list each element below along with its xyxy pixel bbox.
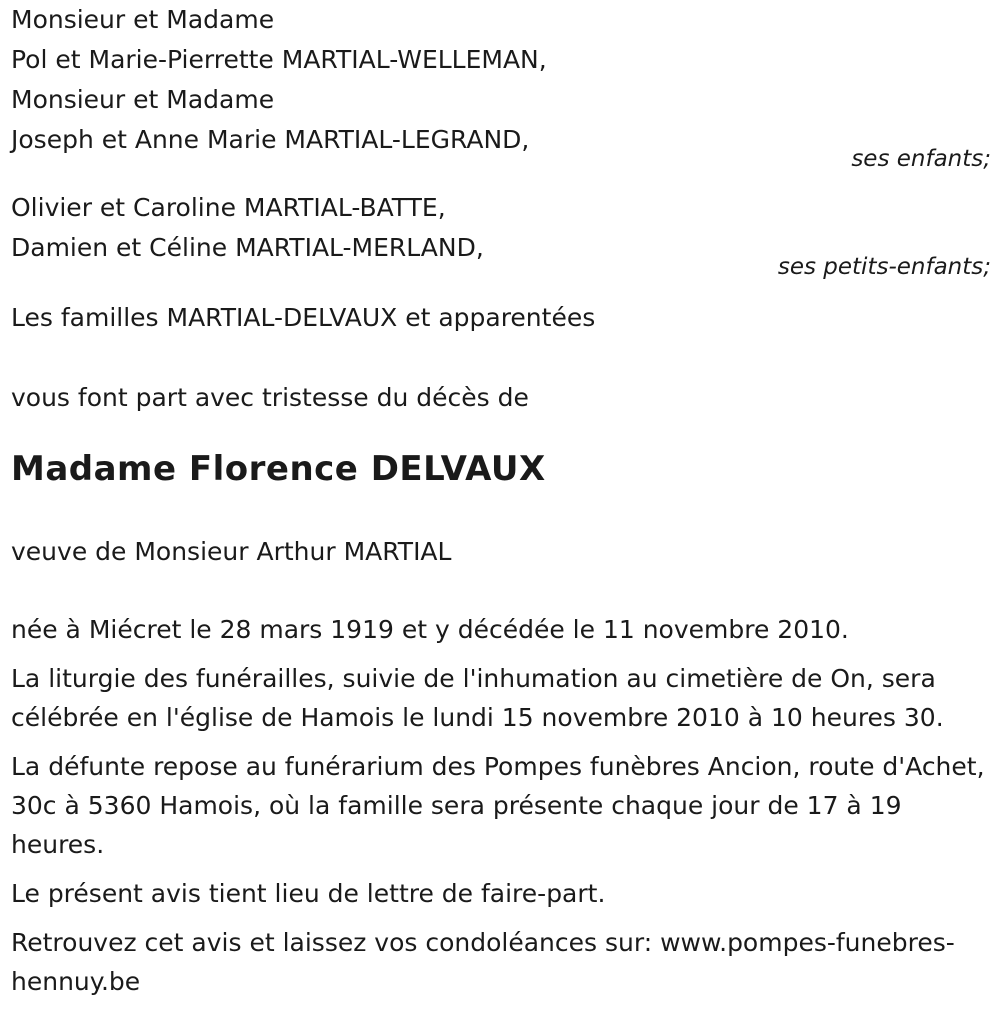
child-line: Pol et Marie-Pierrette MARTIAL-WELLEMAN, bbox=[11, 45, 547, 74]
children-role-label: ses enfants; bbox=[851, 146, 991, 172]
relatives-line: Les familles MARTIAL-DELVAUX et apparentées bbox=[11, 303, 596, 332]
condolences-paragraph: Retrouvez cet avis et laissez vos condoléances sur: www.pompes-funebres-hennuy.be bbox=[11, 928, 955, 996]
grandchildren-role-label: ses petits-enfants; bbox=[777, 254, 991, 280]
funeral-home-paragraph: La défunte repose au funérarium des Pompes funèbres Ancion, route d'Achet, 30c à 5360 Hamois, où la famille sera présente chaque jour de 17 à 19 heures. bbox=[11, 752, 985, 859]
obituary-notice bbox=[11, 0, 991, 1011]
grandchild-line: Olivier et Caroline MARTIAL-BATTE, bbox=[11, 193, 446, 222]
details-section bbox=[11, 610, 991, 1001]
widow-of-line: veuve de Monsieur Arthur MARTIAL bbox=[11, 537, 452, 566]
deceased-name: Madame Florence DELVAUX bbox=[11, 449, 546, 489]
child-line: Monsieur et Madame bbox=[11, 85, 275, 114]
children-list bbox=[11, 0, 991, 160]
grandchild-line: Damien et Céline MARTIAL-MERLAND, bbox=[11, 233, 484, 262]
child-line: Monsieur et Madame bbox=[11, 5, 275, 34]
funeral-paragraph: La liturgie des funérailles, suivie de l'inhumation au cimetière de On, sera célébrée en l'église de Hamois le lundi 15 novembre 2010 à 10 heures 30. bbox=[11, 664, 944, 732]
faire-part-paragraph: Le présent avis tient lieu de lettre de faire-part. bbox=[11, 879, 606, 908]
birth-death-paragraph: née à Miécret le 28 mars 1919 et y décédée le 11 novembre 2010. bbox=[11, 615, 849, 644]
child-line: Joseph et Anne Marie MARTIAL-LEGRAND, bbox=[11, 125, 530, 154]
announcement-line: vous font part avec tristesse du décès de bbox=[11, 383, 529, 412]
